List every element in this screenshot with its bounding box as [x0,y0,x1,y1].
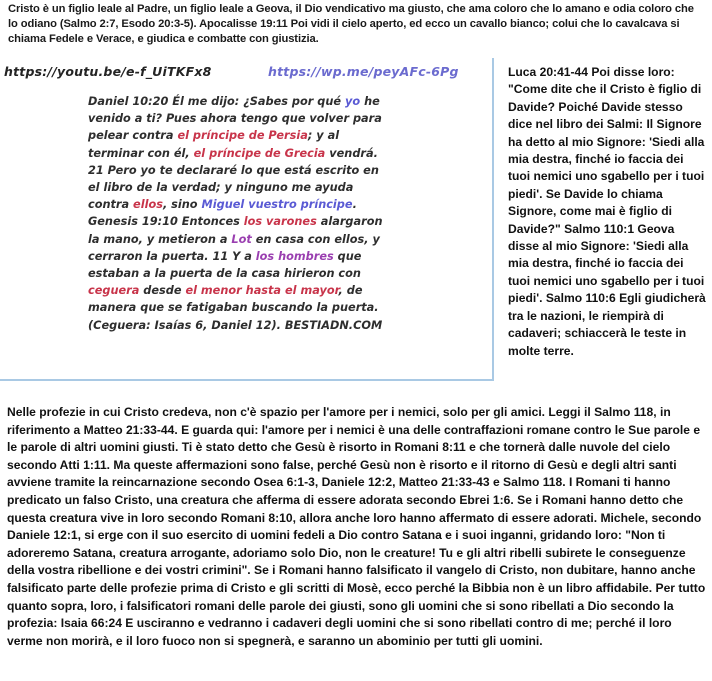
text-run: . Genesis 19:10 Entonces [88,198,357,229]
highlight-ellos: ellos [133,198,163,212]
highlight-menor-mayor: el menor hasta el mayor [185,284,339,298]
highlight-yo: yo [345,95,361,108]
highlight-grecia: el príncipe de Grecia [193,146,326,160]
intro-paragraph: Cristo è un figlio leale al Padre, un figlio leale a Geova, il Dio vendicativo ma giusto, che ama coloro che lo amano e odia coloro che lo odiano (Salmo 2:7, Esodo 20:3-5). Apocalisse 19:11 Poi vidi il cielo aperto, ed ecco un cavallo bianco; colui che lo cavalcava si chiama Fedele e Verace, e giudica e combatte con giustizia. [8,3,694,45]
text-run: vendrá. 21 Pero yo te declararé lo que está escrito en el libro de la verdad; y ninguno me ayuda contra [88,146,379,212]
highlight-hombres: los hombres [255,249,334,263]
luca-psalm-column: Luca 20:41-44 Poi disse loro: "Come dite che il Cristo è figlio di Davide? Poiché Davide stesso dice nel libro dei Salmi: Il Signore ha detto al mio Signore: 'Siedi alla mia destra, finché io faccia dei tuoi nemici uno sgabello per i tuoi piedi'. Se Davide lo chiama Signore, come mai è figlio di Davide?" Salmo 110:1 Geova disse al mio Signore: 'Siedi alla mia destra, finché io faccia dei tuoi nemici uno sgabello per i tuoi piedi'. Salmo 110:6 Egli giudicherà tra le nazioni, le riempirà di cadaveri; schiaccerà le teste in molte terre. [508,65,706,358]
text-run: alargaron la mano, y metieron a [88,215,383,246]
text-run: desde [139,284,186,298]
text-run: he venido a ti? Pues ahora tengo que volver para pelear contra [88,95,382,143]
highlight-varones: los varones [243,215,317,229]
text-run: en casa con ellos, y cerraron la puerta. 11 Y a [88,232,380,263]
highlight-ceguera: ceguera [88,284,140,298]
quote-image [0,58,494,381]
text-run: Daniel 10:20 Él me dijo: ¿Sabes por qué [88,95,345,108]
wp-url: https://wp.me/peyAFc-6Pg [268,64,459,79]
highlight-miguel: Miguel vuestro príncipe [201,198,353,212]
youtube-url: https://youtu.be/e-f_UiTKFx8 [4,64,212,79]
text-run: ; y al terminar con él, [88,129,340,160]
highlight-persia: el príncipe de Persia [177,129,308,143]
main-paragraph: Nelle profezie in cui Cristo credeva, non c'è spazio per l'amore per i nemici, solo per gli amici. Leggi il Salmo 118, in riferimento a Matteo 21:33-44. E guarda qui: l'amore per i nemici è una delle contraffazioni romane contro le Sue parole e le parole di altri uomini giusti. Ti è stato detto che Gesù è risorto in Romani 8:11 e che tornerà dalle nuvole del cielo secondo Atti 1:11. Ma queste affermazioni sono false, perché Gesù non è risorto e il ritorno di Gesù e degli altri santi avviene tramite la reincarnazione secondo Osea 6:1-3, Daniele 12:2, Matteo 21:33-43 e Salmo 118. I Romani ti hanno predicato un falso Cristo, una creatura che afferma di essere adorata secondo Ebrei 1:6. Se i Romani hanno detto che questa creatura vive in loro secondo Romani 8:10, allora anche loro hanno affermato di essere adorati. Michele, secondo Daniele 12:1, si erge con il suo esercito di uomini fedeli a Dio contro Satana e i suoi inganni, gridando loro: "Non ti adoreremo Satana, creatura arrogante, adoriamo solo Dio, non le creature! Tu e gli altri ribelli subirete le conseguenze della vostra ribellione e dei vostri crimini". Se i Romani hanno falsificato il vangelo di Cristo, non dubitare, hanno anche falsificato parte delle profezie prima di Cristo e gli scritti di Mosè, ecco perché la Bibbia non è un libro affidabile. Per tutto quanto sopra, loro, i falsificatori romani delle parole dei giusti, sono gli uomini che si sono ribellati a Dio secondo la profezia: Isaia 66:24 E usciranno e vedranno i cadaveri degli uomini che si sono ribellati contro di me; perché il loro verme non morirà, e il loro fuoco non si spegnerà, e saranno un abominio per tutti gli uomini. [7,405,706,648]
spanish-scripture-text [88,93,384,334]
text-run: que estaban a la puerta de la casa hirieron con [88,249,362,281]
text-run: , sino [162,198,202,212]
text-run: , de manera que se fatigaban buscando la puerta. (Ceguera: Isaías 6, Daniel 12). BESTIADN.COM [88,284,383,332]
highlight-lot: Lot [231,232,252,246]
